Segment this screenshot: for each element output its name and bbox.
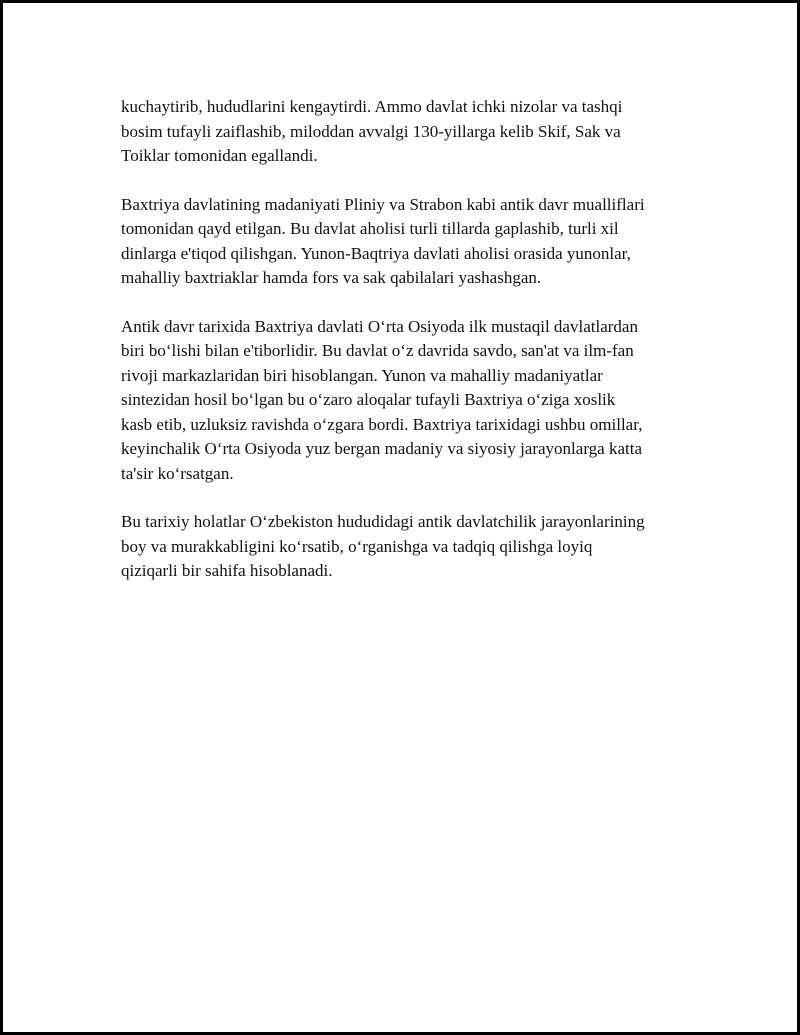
paragraph: Bu tarixiy holatlar O‘zbekiston hududidagi antik davlatchilik jarayonlarining boy va murakkabligini ko‘rsatib, o‘rganishga va tadqiq qilishga loyiq qiziqarli bir sahifa hisoblanadi. <box>121 512 645 580</box>
document-body <box>121 95 691 608</box>
paragraph: Baxtriya davlatining madaniyati Pliniy va Strabon kabi antik davr mualliflari tomonidan qayd etilgan. Bu davlat aholisi turli tillarda gaplashib, turli xil dinlarga e'tiqod qilishgan. Yunon-Baqtriya davlati aholisi orasida yunonlar, mahalliy baxtriaklar hamda fors va sak qabilalari yashashgan. <box>121 194 645 287</box>
paragraph: kuchaytirib, hududlarini kengaytirdi. Ammo davlat ichki nizolar va tashqi bosim tufayli zaiflashib, miloddan avvalgi 130-yillarga kelib Skif, Sak va Toiklar tomonidan egallandi. <box>121 97 623 165</box>
paragraph: Antik davr tarixida Baxtriya davlati O‘rta Osiyoda ilk mustaqil davlatlardan biri bo‘lishi bilan e'tiborlidir. Bu davlat o‘z davrida savdo, san'at va ilm-fan rivoji markazlaridan biri hisoblangan. Yunon va mahalliy madaniyatlar sintezidan hosil bo‘lgan bu o‘zaro aloqalar tufayli Baxtriya o‘ziga xoslik kasb etib, uzluksiz ravishda o‘zgara bordi. Baxtriya tarixidagi ushbu omillar, keyinchalik O‘rta Osiyoda yuz bergan madaniy va siyosiy jarayonlarga katta ta'sir ko‘rsatgan. <box>121 316 643 483</box>
